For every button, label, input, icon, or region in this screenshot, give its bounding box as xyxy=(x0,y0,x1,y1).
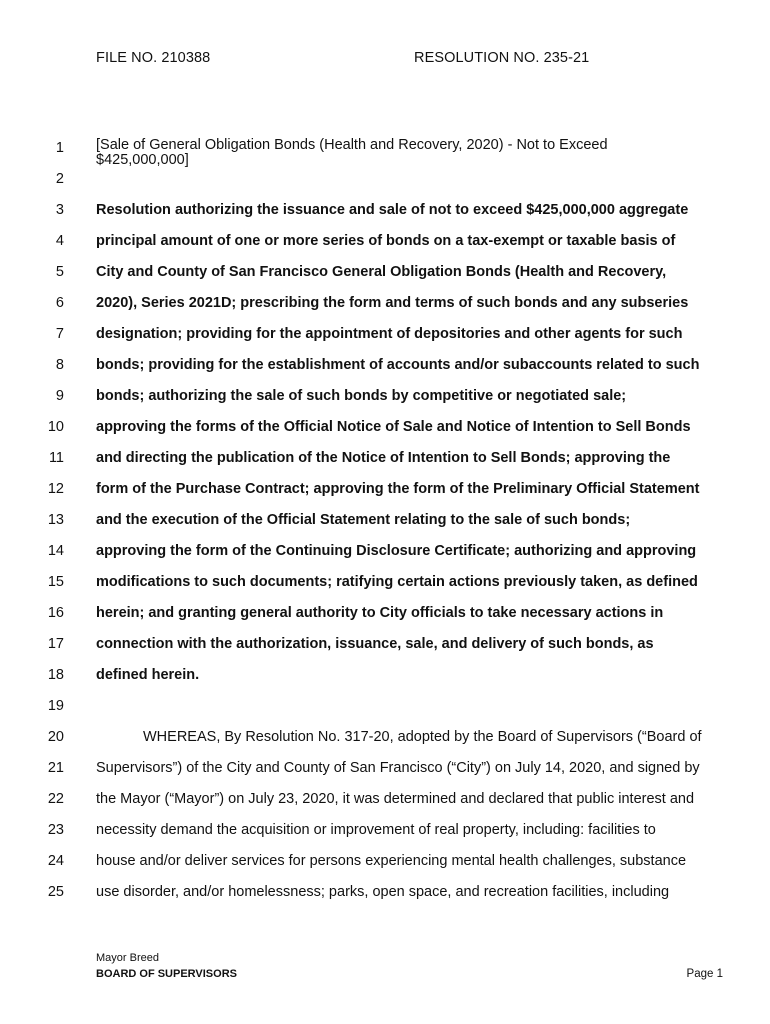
body-text-line: necessity demand the acquisition or improvement of real property, including: facilities to xyxy=(96,822,656,838)
line-number: 14 xyxy=(47,543,64,559)
body-text-line: use disorder, and/or homelessness; parks, open space, and recreation facilities, including xyxy=(96,884,670,900)
line-number: 24 xyxy=(47,853,64,869)
resolution-summary-line: approving the form of the Continuing Disclosure Certificate; authorizing and approving xyxy=(96,543,697,559)
resolution-summary-line: modifications to such documents; ratifying certain actions previously taken, as defined xyxy=(96,574,698,590)
resolution-summary-line: and directing the publication of the Notice of Intention to Sell Bonds; approving the xyxy=(96,450,671,466)
line-number: 5 xyxy=(55,264,64,280)
resolution-summary-line: 2020), Series 2021D; prescribing the form and terms of such bonds and any subseries xyxy=(96,295,689,311)
line-number: 19 xyxy=(47,698,64,714)
resolution-summary-line: Resolution authorizing the issuance and sale of not to exceed $425,000,000 aggregate xyxy=(96,202,689,218)
body-text-line: WHEREAS, By Resolution No. 317-20, adopted by the Board of Supervisors (“Board of xyxy=(143,729,702,745)
line-number: 20 xyxy=(47,729,64,745)
resolution-summary-line: bonds; authorizing the sale of such bonds by competitive or negotiated sale; xyxy=(96,388,627,404)
line-number: 17 xyxy=(47,636,64,652)
resolution-summary-line: designation; providing for the appointment of depositories and other agents for such xyxy=(96,326,683,342)
line-number: 23 xyxy=(47,822,64,838)
line-number: 11 xyxy=(48,450,64,466)
resolution-number: RESOLUTION NO. 235-21 xyxy=(414,50,590,66)
page-number: Page 1 xyxy=(686,968,723,980)
line-number: 4 xyxy=(55,233,64,249)
line-number: 8 xyxy=(55,357,64,373)
line-number: 9 xyxy=(55,388,64,404)
line-number: 25 xyxy=(47,884,64,900)
line-number: 12 xyxy=(47,481,64,497)
line-number: 21 xyxy=(47,760,64,776)
resolution-summary-line: herein; and granting general authority to City officials to take necessary actions in xyxy=(96,605,664,621)
body-text-line: the Mayor (“Mayor”) on July 23, 2020, it was determined and declared that public interest and xyxy=(96,791,695,807)
line-number: 7 xyxy=(55,326,64,342)
resolution-summary-line: defined herein. xyxy=(96,667,200,683)
footer-sponsor: Mayor Breed xyxy=(96,952,159,964)
file-number: FILE NO. 210388 xyxy=(96,50,211,66)
footer-board: BOARD OF SUPERVISORS xyxy=(96,968,237,980)
resolution-summary-line: bonds; providing for the establishment of accounts and/or subaccounts related to such xyxy=(96,357,700,373)
resolution-summary-line: principal amount of one or more series of bonds on a tax-exempt or taxable basis of xyxy=(96,233,676,249)
line-number: 2 xyxy=(55,171,64,187)
line-number: 18 xyxy=(47,667,64,683)
resolution-summary-line: connection with the authorization, issuance, sale, and delivery of such bonds, as xyxy=(96,636,654,652)
line-number: 13 xyxy=(47,512,64,528)
title-line: [Sale of General Obligation Bonds (Health and Recovery, 2020) - Not to Exceed xyxy=(96,137,608,153)
line-number: 16 xyxy=(47,605,64,621)
line-number: 10 xyxy=(47,419,64,435)
line-number: 22 xyxy=(47,791,64,807)
body-text-line: house and/or deliver services for persons experiencing mental health challenges, substance xyxy=(96,853,687,869)
line-number: 3 xyxy=(55,202,64,218)
resolution-summary-line: approving the forms of the Official Notice of Sale and Notice of Intention to Sell Bonds xyxy=(96,419,691,435)
resolution-summary-line: form of the Purchase Contract; approving the form of the Preliminary Official Statement xyxy=(96,481,700,497)
body-text-line: Supervisors”) of the City and County of San Francisco (“City”) on July 14, 2020, and signed by xyxy=(96,760,700,776)
line-number: 1 xyxy=(55,140,64,156)
resolution-summary-line: and the execution of the Official Statement relating to the sale of such bonds; xyxy=(96,512,631,528)
title-line: $425,000,000] xyxy=(96,152,189,168)
resolution-title xyxy=(96,138,656,168)
line-number: 6 xyxy=(55,295,64,311)
line-number: 15 xyxy=(47,574,64,590)
resolution-summary-line: City and County of San Francisco General Obligation Bonds (Health and Recovery, xyxy=(96,264,667,280)
